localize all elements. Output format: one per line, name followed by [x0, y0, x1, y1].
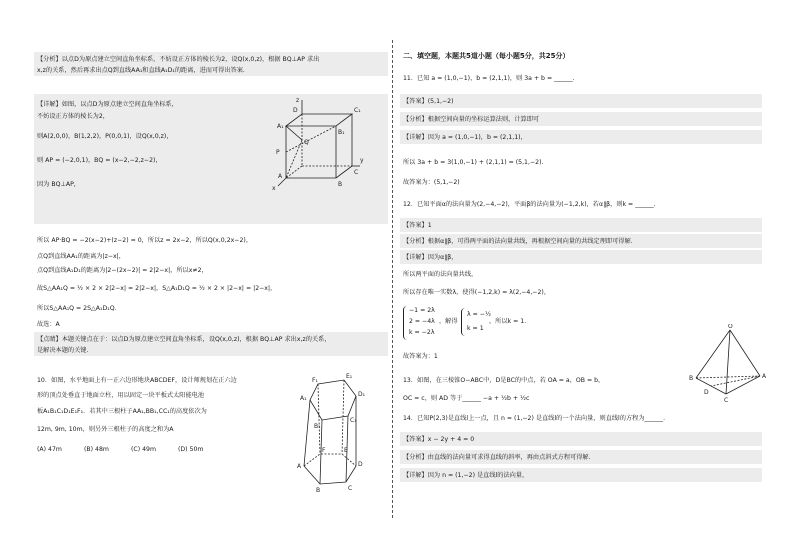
- cube-label-a: A: [278, 173, 283, 180]
- q12-analysis: 【分析】根据α∥β，可得两平面的法向量共线，再根据空间向量的共线定理即可得解.: [403, 238, 633, 245]
- question-10-line-2: 形的顶点处垂直于地面立柱，用以固定一块平板式太阳能电池: [37, 392, 205, 399]
- tetra-label-a: A: [762, 373, 767, 380]
- detail-line-11: 故选：A: [37, 321, 60, 328]
- detail-line-7: 点Q到直线AA₁的距离为|z−x|，: [37, 253, 125, 260]
- cube-label-p: P: [276, 149, 280, 156]
- question-13-line-1: 13．如图，在三棱锥O−ABC中，D是BC的中点，若 OA = a，OB = b，: [403, 377, 605, 384]
- analysis-block: [34, 52, 388, 76]
- prism-label-c1: C₁: [350, 417, 357, 424]
- comment-block: [34, 332, 388, 356]
- question-11: 11．已知 a = (1,0,−1)，b = (2,1,1)，则 3a + b = ______.: [403, 75, 575, 82]
- cube-label-z: z: [296, 97, 300, 104]
- solution-tail: ，所以k = 1.: [489, 318, 527, 325]
- column-divider: [392, 40, 393, 518]
- cube-figure: [256, 96, 366, 192]
- option-b[interactable]: (B) 48m: [84, 446, 109, 453]
- detail-line-2: 不妨设正方体的棱长为2，: [37, 113, 109, 120]
- prism-label-b1: B₁: [314, 423, 321, 430]
- prism-label-d1: D₁: [358, 391, 366, 398]
- prism-label-c: C: [348, 485, 353, 492]
- analysis-line-2: x,z的关系，然后再求出点Q到直线AA₁和直线A₁D₁的距离，进而可得出答案.: [37, 67, 245, 74]
- q12-answer-block: [400, 218, 762, 232]
- detail-line-1: 【详解】如图，以点D为原点建立空间直角坐标系，: [37, 101, 178, 108]
- q11-detail-block: [400, 130, 762, 144]
- question-12: 12．已知平面α的法向量为(2,−4,−2)，平面β的法向量为(−1,2,k)，若α∥β，则k = ______.: [403, 201, 656, 208]
- q11-final: 故答案为：(5,1,−2): [403, 179, 460, 186]
- q11-answer-block: [400, 94, 762, 108]
- prism-label-f: F: [322, 447, 326, 454]
- comment-line-2: 是解决本题的关键.: [37, 347, 89, 354]
- prism-label-f1: F₁: [312, 377, 318, 384]
- cube-label-b: B: [338, 181, 343, 188]
- question-10-line-1: 10．如图，水平地面上有一正六边形地块ABCDEF，设计师规划在正六边: [37, 377, 237, 384]
- prism-label-e: E: [344, 447, 348, 454]
- tetra-label-c: C: [724, 397, 729, 404]
- system-eq-1: −1 = 2λ: [409, 307, 435, 314]
- q12-detail-block: [400, 250, 762, 264]
- q11-analysis: 【分析】根据空间向量的坐标运算法则，计算即可: [403, 116, 540, 123]
- question-13-line-2: OC = c，则 AD 等于______ −a + ½b + ½c: [403, 395, 530, 402]
- prism-label-e1: E₁: [346, 373, 353, 380]
- q11-analysis-block: [400, 112, 762, 126]
- q11-calc: 所以 3a + b = 3(1,0,−1) + (2,1,1) = (5,1,−2).: [403, 159, 544, 166]
- option-a[interactable]: (A) 47m: [37, 446, 62, 453]
- detail-line-10: 所以S△AA₁Q = 2S△A₁D₁Q.: [37, 305, 117, 312]
- analysis-line-1: 【分析】以点D为原点建立空间直角坐标系，不妨设正方体的棱长为2，设Q(x,0,z)，根据 BQ⊥AP 求出: [37, 56, 320, 63]
- tetra-label-b: B: [689, 375, 694, 382]
- cube-label-b1: B₁: [338, 129, 345, 136]
- q12-final: 故答案为：1: [403, 353, 438, 360]
- q12-answer: 【答案】1: [403, 222, 432, 229]
- q14-detail-block: [400, 468, 762, 482]
- brace-right: [461, 308, 466, 336]
- cube-label-x: x: [272, 185, 276, 192]
- prism-label-b: B: [316, 487, 321, 494]
- question-10-line-4: 12m, 9m, 10m，则另外三根柱子的高度之和为A: [37, 426, 174, 433]
- system-eq-2: 2 = −4λ: [409, 318, 435, 325]
- detail-block: [34, 94, 388, 224]
- prism-figure: [294, 370, 374, 500]
- solve-word: ，解得: [439, 318, 458, 325]
- q12-analysis-block: [400, 234, 762, 248]
- solution-1: λ = −½: [467, 311, 491, 318]
- question-10-line-3: 板A₁B₁C₁D₁E₁F₁．若其中三根柱子AA₁,BB₁,CC₁的高度依次为: [37, 408, 207, 415]
- question-14: 14．已知P(2,3)是直线l上一点，且 n = (1,−2) 是直线l的一个法向量，则直线l的方程为______.: [403, 415, 666, 422]
- q12-detail-2: 所以两平面的法向量共线，: [403, 271, 478, 278]
- brace-left: [403, 306, 408, 340]
- option-d[interactable]: (D) 50m: [178, 446, 204, 453]
- detail-line-3: 则A(2,0,0)，B(1,2,2)，P(0,0,1)，设Q(x,0,z)，: [37, 133, 173, 140]
- q14-analysis: 【分析】由直线的法向量可求得直线的斜率，再由点斜式方程可得解.: [403, 454, 591, 461]
- detail-line-4: 则 AP = (−2,0,1)，BQ = (x−2,−2,z−2)，: [37, 157, 162, 164]
- q12-detail-3: 所以存在唯一实数λ，使得(−1,2,k) = λ(2,−4,−2)，: [403, 289, 551, 296]
- cube-label-c1: C₁: [354, 107, 361, 114]
- q14-analysis-block: [400, 450, 762, 464]
- detail-line-8: 点Q到直线A₁D₁的距离为|2−(2x−2)| = 2|2−x|，所以x≠2，: [37, 267, 208, 274]
- tetra-label-d: D: [704, 389, 709, 396]
- cube-label-d: D: [293, 107, 298, 114]
- tetrahedron-figure: [688, 324, 768, 404]
- q11-answer: 【答案】(5,1,−2): [403, 98, 454, 105]
- prism-label-a1: A₁: [300, 395, 307, 402]
- tetra-label-o: O: [728, 324, 733, 330]
- detail-line-5: 因为 BQ⊥AP，: [37, 181, 80, 188]
- system-eq-3: k = −2λ: [409, 329, 435, 336]
- q14-detail: 【详解】因为 n = (1,−2) 是直线l的法向量，: [403, 472, 529, 479]
- cube-label-a1: A₁: [277, 123, 284, 130]
- detail-line-9: 故S△AA₁Q = ½ × 2 × 2|2−x| = 2|2−x|，S△A₁D₁Q = ½ × 2 × |2−x| = |2−x|，: [37, 285, 277, 292]
- comment-line-1: 【点睛】本题关键点在于：以点D为原点建立空间直角坐标系，设Q(x,0,z)，根据 BQ⊥AP 求出x,z的关系，: [37, 336, 331, 343]
- q14-answer: 【答案】x − 2y + 4 = 0: [403, 436, 475, 443]
- section-title: 二、填空题，本题共5道小题（每小题5分，共25分）: [403, 52, 570, 60]
- prism-label-d: D: [358, 461, 363, 468]
- option-c[interactable]: (C) 49m: [131, 446, 157, 453]
- cube-label-c: C: [354, 169, 359, 176]
- q12-detail: 【详解】因为α∥β，: [403, 254, 458, 261]
- cube-label-q: Q: [304, 139, 309, 146]
- prism-label-a: A: [297, 463, 302, 470]
- q14-answer-block: [400, 432, 762, 446]
- cube-label-y: y: [360, 157, 364, 164]
- q11-detail: 【详解】因为 a = (1,0,−1)，b = (2,1,1)，: [403, 134, 527, 141]
- detail-line-6: 所以 AP·BQ = −2(x−2)+(z−2) = 0，所以z = 2x−2，所以Q(x,0,2x−2)，: [37, 237, 253, 244]
- solution-2: k = 1: [467, 325, 484, 332]
- q12-equation-system: [403, 306, 527, 342]
